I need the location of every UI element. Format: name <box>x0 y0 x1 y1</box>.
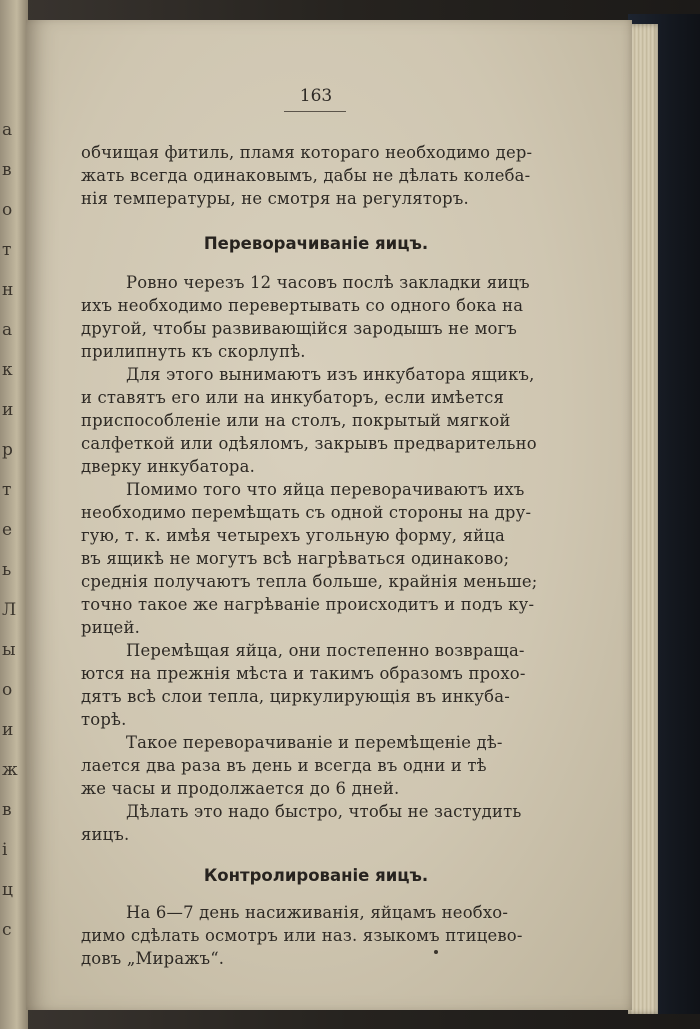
text-line: дятъ всѣ слои тепла, циркулирующія въ инкуба- <box>81 687 510 706</box>
text-line: торѣ. <box>81 710 127 729</box>
facing-page-fragment <box>0 0 28 1029</box>
facing-page-text-fragment: ж <box>2 760 18 780</box>
facing-page-text-fragment: с <box>2 920 12 940</box>
facing-page-text-fragment: и <box>2 400 14 420</box>
book-page <box>26 20 632 1010</box>
facing-page-text-fragment: а <box>2 320 13 340</box>
section-heading: Контролированіе яицъ. <box>203 866 429 885</box>
facing-page-text-fragment: Л <box>2 600 17 620</box>
facing-page-text-fragment: ы <box>2 640 16 660</box>
text-line: прилипнуть къ скорлупѣ. <box>81 342 306 361</box>
text-line: ются на прежнія мѣста и такимъ образомъ прохо- <box>81 664 526 683</box>
facing-page-text-fragment: и <box>2 720 14 740</box>
page-number-underline <box>284 111 346 112</box>
text-line: Дѣлать это надо быстро, чтобы не застудить <box>126 802 522 821</box>
text-line: жать всегда одинаковымъ, дабы не дѣлать колеба- <box>81 166 531 185</box>
text-line: же часы и продолжается до 6 дней. <box>81 779 400 798</box>
facing-page-text-fragment: ц <box>2 880 13 900</box>
text-line: Такое переворачиваніе и перемѣщеніе дѣ- <box>126 733 503 752</box>
page-number: 163 <box>299 86 333 106</box>
text-line: На 6—7 день насиживанія, яйцамъ необхо- <box>126 903 509 922</box>
text-line: довъ „Миражъ“. <box>81 949 225 968</box>
facing-page-text-fragment: ь <box>2 560 12 580</box>
facing-page-text-fragment: е <box>2 520 13 540</box>
text-line: Для этого вынимаютъ изъ инкубатора ящикъ, <box>126 365 535 384</box>
section-heading: Переворачиваніе яицъ. <box>203 234 429 253</box>
text-line: и ставятъ его или на инкубаторъ, если имѣется <box>81 388 505 407</box>
text-line: нія температуры, не смотря на регуляторъ. <box>81 189 469 208</box>
facing-page-text-fragment: р <box>2 440 13 460</box>
facing-page-text-fragment: і <box>2 840 8 860</box>
text-line: приспособленіе или на столъ, покрытый мягкой <box>81 411 511 430</box>
text-line: обчищая фитиль, пламя котораго необходимо дер- <box>81 143 533 162</box>
text-line: рицей. <box>81 618 140 637</box>
text-line: дверку инкубатора. <box>81 457 255 476</box>
text-line: Перемѣщая яйца, они постепенно возвраща- <box>126 641 525 660</box>
text-line: необходимо перемѣщать съ одной стороны на дру- <box>81 503 532 522</box>
text-line: гую, т. к. имѣя четырехъ угольную форму, яйца <box>81 526 505 545</box>
ink-speck <box>434 950 438 954</box>
text-line: салфеткой или одѣяломъ, закрывъ предварительно <box>81 434 537 453</box>
facing-page-text-fragment: т <box>2 480 12 500</box>
facing-page-text-fragment: к <box>2 360 13 380</box>
text-line: Помимо того что яйца переворачиваютъ ихъ <box>126 480 525 499</box>
facing-page-text-fragment: в <box>2 800 12 820</box>
facing-page-text-fragment: a <box>2 120 13 140</box>
text-line: въ ящикѣ не могутъ всѣ нагрѣваться одинаково; <box>81 549 510 568</box>
text-line: точно такое же нагрѣваніе происходитъ и подъ ку- <box>81 595 535 614</box>
facing-page-text-fragment: н <box>2 280 14 300</box>
text-line: Ровно черезъ 12 часовъ послѣ закладки яицъ <box>126 273 530 292</box>
text-line: лается два раза въ день и всегда въ одни и тѣ <box>81 756 487 775</box>
facing-page-text-fragment: о <box>2 200 13 220</box>
text-line: димо сдѣлать осмотръ или наз. языкомъ птицево- <box>81 926 523 945</box>
text-line: яицъ. <box>81 825 130 844</box>
text-line: ихъ необходимо перевертывать со одного бока на <box>81 296 524 315</box>
text-line: среднія получаютъ тепла больше, крайнія меньше; <box>81 572 538 591</box>
page-stack-edges <box>628 24 658 1014</box>
facing-page-text-fragment: в <box>2 160 12 180</box>
facing-page-text-fragment: о <box>2 680 13 700</box>
text-line: другой, чтобы развивающійся зародышъ не могъ <box>81 319 518 338</box>
facing-page-text-fragment: т <box>2 240 12 260</box>
